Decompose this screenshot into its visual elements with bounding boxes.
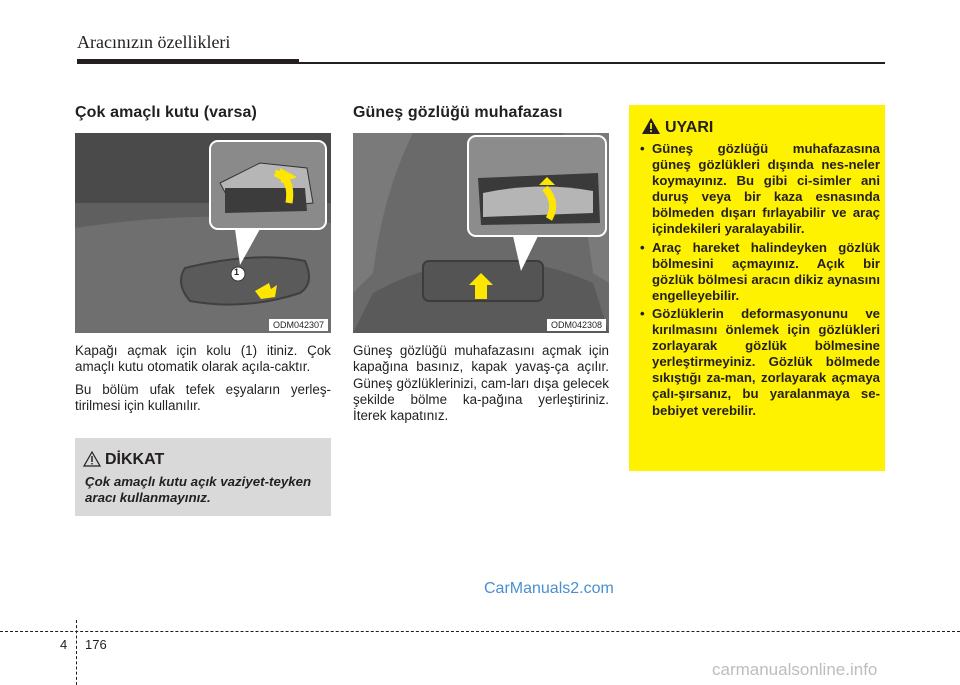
list-item: • Gözlüklerin deformasyonunu ve kırılmasını önlemek için gözlükleri zorlayarak gözlük bölmesine yerleştirmeyiniz. Gözlük bölmede sıkıştığı za-man, zorlayarak açmaya çalı-şırsanız, bu yaralanmaya se-bebiyet verebilir.	[640, 305, 880, 418]
warning-heading: UYARI	[665, 119, 714, 136]
caution-text: Çok amaçlı kutu açık vaziyet-teyken aracı kullanmayınız.	[85, 474, 312, 505]
warning-triangle-icon	[83, 451, 101, 467]
left-body-text	[75, 343, 331, 420]
warning-triangle-icon	[641, 117, 661, 135]
footer-brand: carmanualsonline.info	[712, 660, 878, 679]
callout-number: 1	[234, 267, 240, 277]
paragraph: Kapağı açmak için kolu (1) itiniz. Çok amaçlı kutu otomatik olarak açıla-caktır.	[75, 343, 331, 375]
paragraph: Bu bölüm ufak tefek eşyaların yerleş-tirilmesi için kullanılır.	[75, 381, 331, 413]
figure-code: ODM042308	[547, 319, 606, 331]
figure-code: ODM042307	[269, 319, 328, 331]
list-item: • Araç hareket halindeyken gözlük bölmesini açmayınız. Açık bir gözlük bölmesi aracın dikiz aynasını engelleyebilir.	[640, 239, 880, 303]
chapter-number: 4	[60, 637, 68, 652]
figure-sunglass-holder	[353, 133, 609, 333]
warning-list	[637, 141, 880, 421]
multipurpose-box-illustration	[75, 133, 331, 333]
page-number: 176	[85, 637, 107, 652]
caution-box	[75, 438, 331, 516]
footer-rule-vertical	[76, 620, 78, 685]
paragraph: Güneş gözlüğü muhafazasını açmak için kapağına basınız, kapak yavaş-ça açılır. Güneş gözlüklerinizi, cam-ları dışa gelecek şekilde bölme ka-pağına yerleştiriniz. İterek kapatınız.	[353, 343, 609, 424]
header-rule	[77, 62, 885, 64]
section-title-multipurpose-box: Çok amaçlı kutu (varsa)	[75, 104, 257, 121]
middle-body-text	[353, 343, 609, 430]
sunglass-holder-illustration	[353, 133, 609, 333]
footer-rule-horizontal	[0, 631, 960, 632]
caution-heading: DİKKAT	[105, 451, 165, 468]
watermark: CarManuals2.com	[484, 580, 614, 597]
figure-multipurpose-box	[75, 133, 331, 333]
list-item: • Güneş gözlüğü muhafazasına güneş gözlükleri dışında nes-neler koymayınız. Bu gibi ci-simler ani duruş veya bir kaza esnasında bölmeden dışarı fırlayabilir ve araç içindekileri yaralayabilir.	[640, 141, 880, 237]
section-title-sunglass-holder: Güneş gözlüğü muhafazası	[353, 104, 563, 121]
page-header-title: Aracınızın özellikleri	[77, 32, 231, 52]
warning-box	[629, 105, 885, 471]
